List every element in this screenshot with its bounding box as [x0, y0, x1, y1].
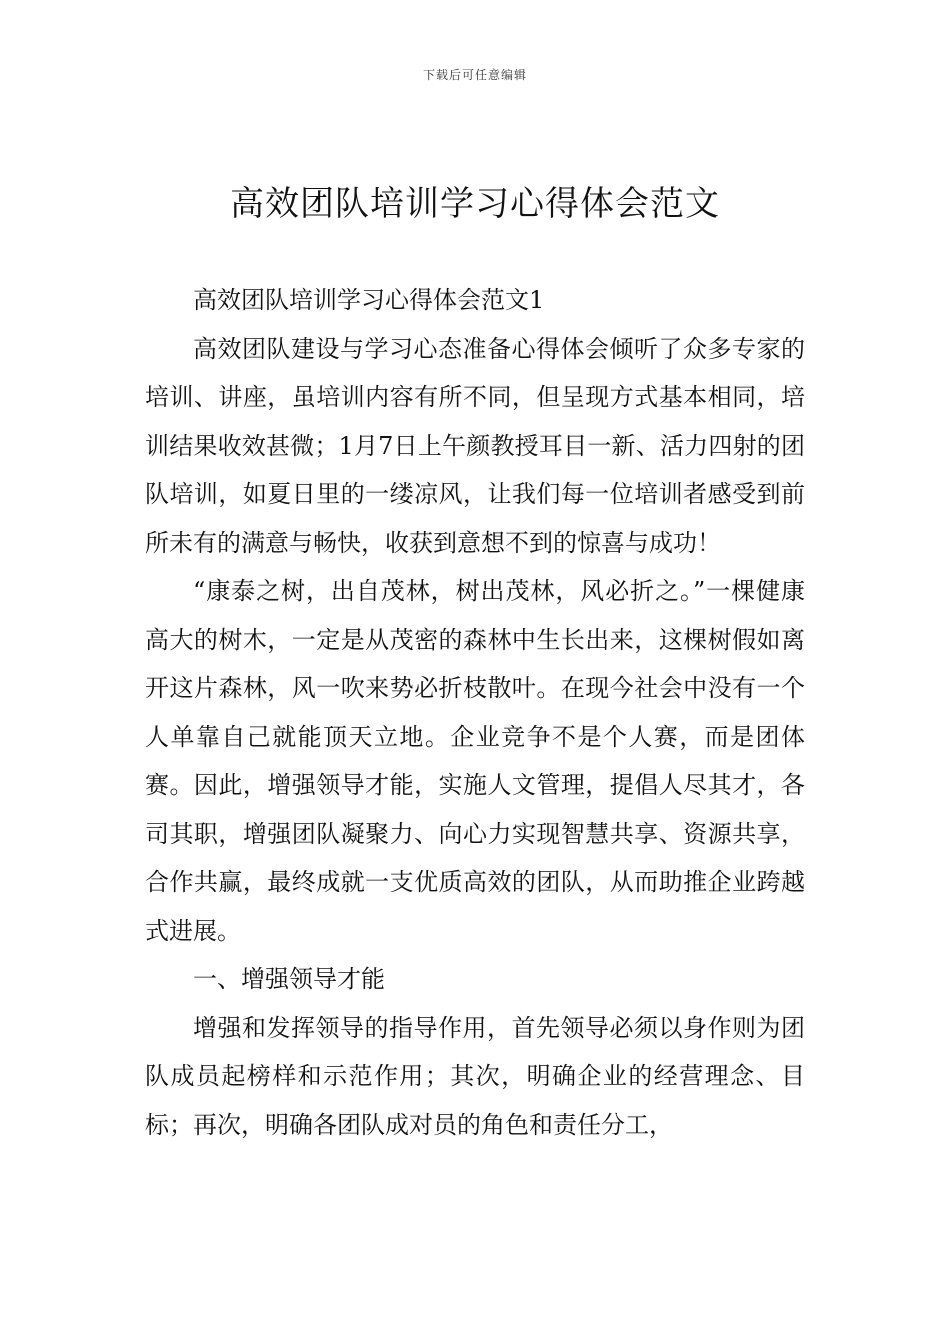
header-note: 下载后可任意编辑: [422, 68, 527, 82]
document-title: 高效团队培训学习心得体会范文: [230, 184, 720, 224]
body-paragraph: 增强和发挥领导的指导作用，首先领导必须以身作则为团队成员起榜样和示范作用；其次，明确企业的经营理念、目标；再次，明确各团队成对员的角色和责任分工，: [145, 1013, 805, 1139]
document-body: [145, 276, 805, 1149]
body-paragraph: 高效团队建设与学习心态准备心得体会倾听了众多专家的培训、讲座，虽培训内容有所不同，但呈现方式基本相同，培训结果收效甚微；1月7日上午颜教授耳目一新、活力四射的团队培训，如夏日里的一缕凉风，让我们每一位培训者感受到前所未有的满意与畅快，收获到意想不到的惊喜与成功！: [145, 334, 805, 557]
section-heading: 高效团队培训学习心得体会范文1: [193, 286, 545, 314]
section-heading: 一、增强领导才能: [193, 965, 385, 993]
body-paragraph: “康泰之树，出自茂林，树出茂林，风必折之。”一棵健康高大的树木，一定是从茂密的森林中生长出来，这棵树假如离开这片森林，风一吹来势必折枝散叶。在现今社会中没有一个人单靠自己就能顶天立地。企业竞争不是个人赛，而是团体赛。因此，增强领导才能，实施人文管理，提倡人尽其才，各司其职，增强团队凝聚力、向心力实现智慧共享、资源共享，合作共赢，最终成就一支优质高效的团队，从而助推企业跨越式进展。: [145, 577, 805, 945]
